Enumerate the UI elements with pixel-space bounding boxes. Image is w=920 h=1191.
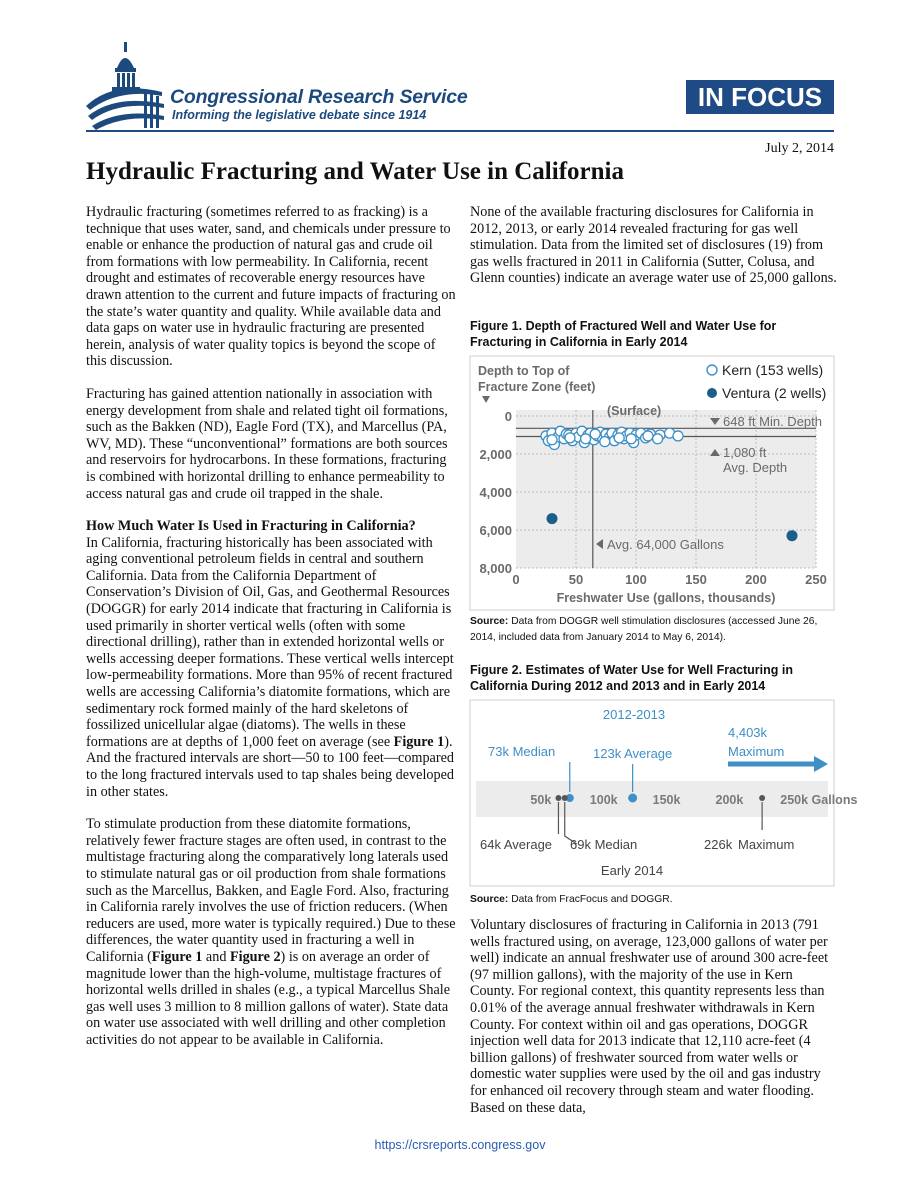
footer-url-link[interactable]: https://crsreports.congress.gov	[374, 1138, 546, 1152]
right-column-continued	[470, 917, 840, 1116]
source-text: Data from DOGGR well stimulation disclosures (accessed June 26, 2014, included data from January 2014 to May 6, 2014).	[470, 616, 818, 643]
page-title: Hydraulic Fracturing and Water Use in California	[86, 158, 624, 185]
paragraph	[86, 816, 456, 1048]
source-label: Source:	[470, 894, 509, 905]
gallons-tick-label: 250k Gallons	[780, 793, 858, 807]
figure-ref-link: Figure 1	[151, 948, 203, 965]
surface-annotation: (Surface)	[607, 404, 662, 418]
kern-well-point	[581, 434, 591, 444]
period-2014-title: Early 2014	[600, 863, 664, 878]
text-run: ) is on average an order of magnitude lower than the high-volume, multistage fractures of horizontal wells drilled in shales (e.g., a typical Marcellus Shale gas well uses 3 million to 8 million gallons of water). State data on water use associated with well drilling and other completion activities do not appear to be available in California.	[86, 948, 451, 1048]
org-name: Congressional Research Service	[170, 86, 468, 108]
text-run: To stimulate production from these diatomite formations, relatively fewer fracture stages are often used, in contrast to the multistage fracturing along the comparatively long laterals used to stimulate natural gas or oil production from shale formations such as the Marcellus, Bakken, and Eagle Ford. Also, fracturing in California rarely involves the use of friction reducers. (When reducers are used, more water is typically required.) Due to these differences, the water quantity used in fracturing a well in California (	[86, 816, 456, 965]
figure2-dot-range-chart	[470, 700, 858, 886]
figure-ref-link: Figure 1	[393, 733, 445, 750]
figure1-scatter-chart	[470, 356, 834, 610]
org-tagline: Informing the legislative debate since 1914	[172, 108, 427, 122]
maximum-2014-label: Maximum	[738, 837, 795, 852]
header-rule	[86, 130, 834, 132]
y-axis-label-line1: Depth to Top of	[478, 364, 570, 378]
average-2014-dot	[555, 795, 561, 801]
kern-well-point	[600, 437, 610, 447]
in-focus-badge: IN FOCUS	[686, 80, 834, 114]
ventura-well-point	[547, 513, 558, 524]
kern-well-point	[643, 431, 653, 441]
kern-well-point	[547, 435, 557, 445]
gallons-tick-label: 150k	[652, 793, 681, 807]
figure-ref-link: Figure 2	[229, 948, 281, 965]
x-tick-label: 250	[805, 572, 827, 587]
text-run: ). And the fractured intervals are short—50 to 100 feet—compared to the long fractured intervals used to tap shales being developed in other states.	[86, 733, 454, 800]
ventura-well-point	[787, 530, 798, 541]
median-2014-label: 69k Median	[570, 837, 638, 852]
legend-ventura-label: Ventura (2 wells)	[722, 385, 827, 401]
y-tick-label: 4,000	[479, 485, 512, 500]
period-2012-2013-title: 2012-2013	[602, 707, 666, 722]
source-text: Data from FracFocus and DOGGR.	[508, 894, 673, 905]
kern-well-point	[614, 433, 624, 443]
kern-well-point	[626, 434, 636, 444]
maximum-2014-dot	[759, 795, 765, 801]
figure2-source	[470, 892, 840, 908]
y-tick-label: 2,000	[479, 447, 512, 462]
avg-depth-annotation-line1: 1,080 ft	[723, 445, 767, 460]
maximum-2012-2013-label: Maximum	[728, 744, 785, 759]
capitol-dome-logo	[84, 40, 174, 130]
text-run: and	[202, 948, 230, 965]
figure2-title: Figure 2. Estimates of Water Use for Well Fracturing in California During 2012 and 2013 and in Early 2014	[470, 663, 793, 693]
kern-well-point	[653, 434, 663, 444]
y-tick-label: 0	[504, 409, 512, 424]
y-tick-label: 8,000	[479, 561, 512, 576]
paragraph: Voluntary disclosures of fracturing in California in 2013 (791 wells fractured using, on average, 123,000 gallons of water per well) indicate an annual freshwater use of around 300 acre-feet (97 million gallons), with the majority of the use in Kern County. For regional context, this quantity represents less than 0.01% of the average annual freshwater withdrawals in Kern County. For context within oil and gas operations, DOGGR injection well data for 2013 indicate that 12,110 acre-feet (4 billion gallons) of freshwater sourced from water wells or domestic water supplies were used by the oil and gas industry for enhanced oil recovery through steam and water flooding. Based on these data,	[470, 917, 829, 1116]
gallons-tick-label: 200k	[715, 793, 744, 807]
source-label: Source:	[470, 616, 509, 627]
avg-gallons-annotation: Avg. 64,000 Gallons	[607, 537, 724, 552]
average-2012-2013-label: 123k Average	[593, 746, 673, 761]
maximum-2012-2013-value: 4,403k	[728, 725, 768, 740]
publication-date: July 2, 2014	[765, 141, 834, 156]
legend-kern-swatch	[707, 365, 717, 375]
paragraph: None of the available fracturing disclosures for California in 2012, 2013, or early 2014 revealed fracturing for gas well stimulation. Data from the limited set of disclosures (19) from gas wells fractured in 2011 in California (Sutter, Colusa, and Glenn counties) indicate an average water use of 25,000 gallons.	[470, 204, 837, 287]
figure1-title: Figure 1. Depth of Fractured Well and Water Use for Fracturing in California in Early 2014	[470, 319, 777, 349]
paragraph: Hydraulic fracturing (sometimes referred to as fracking) is a technique that uses water, sand, and chemicals under pressure to enable or enhance the production of natural gas and crude oil from formations with low permeability. In California, recent drought and estimates of recoverable energy resources have drawn attention to the current and future impacts of fracturing on the state’s water quantity and quality. While available data and data gaps on water use in hydraulic fracturing are presented herein, analysis of water quality topics is beyond the scope of this discussion.	[86, 204, 456, 370]
min-depth-annotation: 648 ft Min. Depth	[723, 414, 822, 429]
kern-well-point	[673, 431, 683, 441]
x-tick-label: 50	[568, 572, 584, 587]
kern-well-point	[590, 429, 600, 439]
y-tick-label: 6,000	[479, 523, 512, 538]
section-heading: How Much Water Is Used in Fracturing in California?	[86, 518, 416, 535]
legend-kern-label: Kern (153 wells)	[722, 362, 824, 378]
x-tick-label: 100	[625, 572, 647, 587]
average-2012-2013-dot	[628, 794, 637, 803]
right-column	[470, 204, 840, 303]
legend-ventura-swatch	[707, 388, 717, 398]
x-tick-label: 150	[685, 572, 707, 587]
median-2014-dot	[562, 795, 568, 801]
gallons-tick-label: 100k	[589, 793, 618, 807]
x-axis-label: Freshwater Use (gallons, thousands)	[556, 591, 776, 605]
figure1-source	[470, 614, 840, 646]
median-2012-2013-label: 73k Median	[488, 744, 556, 759]
maximum-2014-value: 226k	[704, 837, 733, 852]
kern-well-point	[565, 433, 575, 443]
gallons-tick-label: 50k	[530, 793, 552, 807]
y-axis-label-line2: Fracture Zone (feet)	[478, 380, 596, 394]
x-tick-label: 200	[745, 572, 767, 587]
average-2014-label: 64k Average	[480, 837, 553, 852]
x-tick-label: 0	[512, 572, 520, 587]
paragraph: Fracturing has gained attention nationally in association with energy development from shale and related tight oil formations, such as the Bakken (ND), Eagle Ford (TX), and Marcellus (PA, WV, MD). These “unconventional” formations are both sources and reservoirs for hydrocarbons. In these formations, fracturing is combined with horizontal drilling to enhance permeability to access natural gas and crude oil trapped in the shale.	[86, 385, 448, 502]
paragraph	[86, 535, 456, 801]
left-column	[86, 204, 456, 1049]
avg-depth-annotation-line2: Avg. Depth	[723, 460, 788, 475]
text-run: In California, fracturing historically has been associated with aging conventional petroleum fields in central and southern California. Data from the California Department of Conservation’s Division of Oil, Gas, and Geothermal Resources (DOGGR) for early 2014 indicate that fracturing in California is used primarily in shorter vertical wells (often with some directional drilling), rather than in extended horizontal wells or wells accessing deeper formations. These vertical wells intercept low-permeability formations. More than 95% of recent fractured wells are accessing California’s diatomite formations, which are sedimentary rock formed mainly of the hard skeletons of fossilized unicellular algae (diatoms). The wells in these formations are at depths of 1,000 feet on average (see	[86, 534, 454, 750]
